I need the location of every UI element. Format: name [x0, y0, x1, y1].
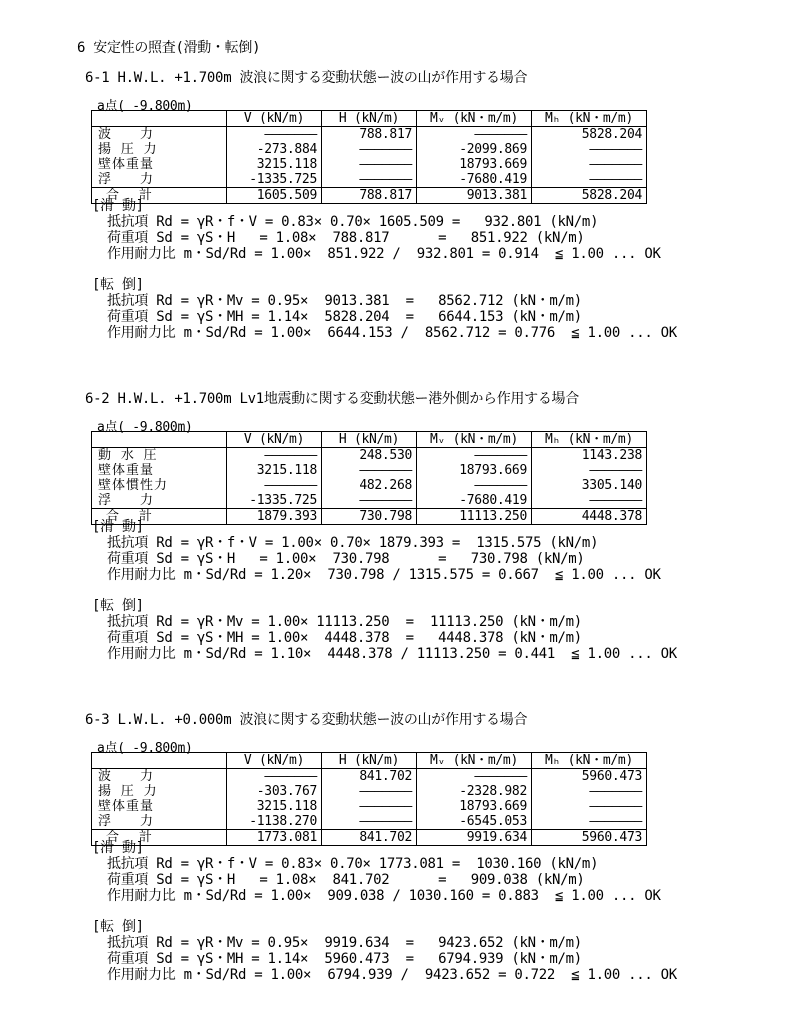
column-header: Mₕ (kN・m/m) [532, 111, 647, 127]
overturn-check [92, 245, 677, 341]
cell-mv: -6545.053 [417, 814, 532, 830]
row-label: 動 水 圧 [92, 448, 227, 464]
cell-v: ――――――― [227, 448, 322, 464]
cell-v: -273.884 [227, 142, 322, 157]
table-row [92, 142, 647, 157]
sliding-line: 荷重項 Sd = γS・H = 1.00× 730.798 = 730.798 (kN/m) [107, 551, 585, 567]
table-row [92, 127, 647, 143]
cell-h: ――――――― [322, 463, 417, 478]
cell-mv: -2099.869 [417, 142, 532, 157]
total-mh: 4448.378 [532, 509, 647, 525]
cell-mh: 5960.473 [532, 769, 647, 785]
cell-v: -1138.270 [227, 814, 322, 830]
overturn-title: [転 倒] [92, 277, 144, 293]
column-header: V (kN/m) [227, 432, 322, 448]
cell-h: ――――――― [322, 142, 417, 157]
total-mv: 11113.250 [417, 509, 532, 525]
column-header: H (kN/m) [322, 432, 417, 448]
overturn-line: 作用耐力比 m・Sd/Rd = 1.00× 6644.153 / 8562.712 = 0.776 ≦ 1.00 ... OK [107, 325, 677, 341]
overturn-line: 作用耐力比 m・Sd/Rd = 1.00× 6794.939 / 9423.652 = 0.722 ≦ 1.00 ... OK [107, 967, 677, 983]
column-header [92, 753, 227, 769]
cell-mv: ――――――― [417, 769, 532, 785]
row-label: 揚 圧 力 [92, 142, 227, 157]
sliding-line: 荷重項 Sd = γS・H = 1.08× 788.817 = 851.922 (kN/m) [107, 230, 585, 246]
cell-h: 788.817 [322, 127, 417, 143]
sliding-title: [滑 動] [92, 519, 144, 535]
section-heading: 6-1 H.W.L. +1.700m 波浪に関する変動状態ー波の山が作用する場合 [85, 70, 528, 86]
cell-mh: ――――――― [532, 799, 647, 814]
total-mv: 9013.381 [417, 188, 532, 204]
cell-v: -1335.725 [227, 493, 322, 509]
overturn-check [92, 566, 677, 662]
cell-v: ――――――― [227, 769, 322, 785]
table-header-row [92, 111, 647, 127]
column-header: Mₕ (kN・m/m) [532, 432, 647, 448]
column-header: H (kN/m) [322, 111, 417, 127]
column-header [92, 111, 227, 127]
total-label: 合 計 [92, 188, 227, 204]
cell-h: ――――――― [322, 784, 417, 799]
overturn-title: [転 倒] [92, 919, 144, 935]
total-h: 788.817 [322, 188, 417, 204]
cell-mv: 18793.669 [417, 799, 532, 814]
overturn-line: 抵抗項 Rd = γR・Mv = 0.95× 9013.381 = 8562.712 (kN・m/m) [107, 293, 582, 309]
cell-v: 3215.118 [227, 157, 322, 172]
sliding-line: 作用耐力比 m・Sd/Rd = 1.20× 730.798 / 1315.575 = 0.667 ≦ 1.00 ... OK [107, 567, 661, 583]
cell-mv: -7680.419 [417, 493, 532, 509]
sliding-line: 作用耐力比 m・Sd/Rd = 1.00× 909.038 / 1030.160 = 0.883 ≦ 1.00 ... OK [107, 888, 661, 904]
cell-v: ――――――― [227, 127, 322, 143]
point-label: a点( -9.800m) [97, 99, 193, 114]
row-label: 波 力 [92, 127, 227, 143]
cell-v: -303.767 [227, 784, 322, 799]
column-header: Mᵥ (kN・m/m) [417, 111, 532, 127]
cell-mh: ――――――― [532, 784, 647, 799]
cell-h: 841.702 [322, 769, 417, 785]
cell-mh: 5828.204 [532, 127, 647, 143]
cell-mv: -2328.982 [417, 784, 532, 799]
cell-mh: ――――――― [532, 814, 647, 830]
total-v: 1605.509 [227, 188, 322, 204]
row-label: 壁体重量 [92, 463, 227, 478]
overturn-line: 荷重項 Sd = γS・MH = 1.14× 5960.473 = 6794.939 (kN・m/m) [107, 951, 582, 967]
column-header: Mₕ (kN・m/m) [532, 753, 647, 769]
column-header: Mᵥ (kN・m/m) [417, 432, 532, 448]
cell-mh: 1143.238 [532, 448, 647, 464]
column-header: V (kN/m) [227, 111, 322, 127]
point-label: a点( -9.800m) [97, 420, 193, 435]
table-header-row [92, 753, 647, 769]
cell-mh: ――――――― [532, 463, 647, 478]
row-label: 浮 力 [92, 172, 227, 188]
section-heading: 6-2 H.W.L. +1.700m Lv1地震動に関する変動状態ー港外側から作用する場合 [85, 391, 579, 407]
total-label: 合 計 [92, 830, 227, 846]
cell-h: ――――――― [322, 814, 417, 830]
page-title: 6 安定性の照査(滑動・転倒) [77, 40, 261, 56]
column-header: V (kN/m) [227, 753, 322, 769]
column-header [92, 432, 227, 448]
total-label: 合 計 [92, 509, 227, 525]
row-label: 壁体慣性力 [92, 478, 227, 493]
cell-h: ――――――― [322, 493, 417, 509]
sliding-title: [滑 動] [92, 198, 144, 214]
overturn-line: 荷重項 Sd = γS・MH = 1.14× 5828.204 = 6644.153 (kN・m/m) [107, 309, 582, 325]
table-row [92, 463, 647, 478]
cell-mv: ――――――― [417, 478, 532, 493]
row-label: 壁体重量 [92, 157, 227, 172]
cell-mv: 18793.669 [417, 157, 532, 172]
total-mh: 5828.204 [532, 188, 647, 204]
sliding-line: 抵抗項 Rd = γR・f・V = 1.00× 0.70× 1879.393 = 1315.575 (kN/m) [107, 535, 599, 551]
total-h: 841.702 [322, 830, 417, 846]
point-label: a点( -9.800m) [97, 741, 193, 756]
section-heading: 6-3 L.W.L. +0.000m 波浪に関する変動状態ー波の山が作用する場合 [85, 712, 528, 728]
table-header-row [92, 432, 647, 448]
cell-mv: 18793.669 [417, 463, 532, 478]
cell-v: ――――――― [227, 478, 322, 493]
cell-mh: ――――――― [532, 172, 647, 188]
sliding-line: 荷重項 Sd = γS・H = 1.08× 841.702 = 909.038 (kN/m) [107, 872, 585, 888]
total-h: 730.798 [322, 509, 417, 525]
cell-h: ――――――― [322, 157, 417, 172]
cell-h: ――――――― [322, 172, 417, 188]
overturn-line: 作用耐力比 m・Sd/Rd = 1.10× 4448.378 / 11113.250 = 0.441 ≦ 1.00 ... OK [107, 646, 677, 662]
cell-h: 248.530 [322, 448, 417, 464]
sliding-line: 抵抗項 Rd = γR・f・V = 0.83× 0.70× 1773.081 = 1030.160 (kN/m) [107, 856, 599, 872]
column-header: Mᵥ (kN・m/m) [417, 753, 532, 769]
sliding-line: 作用耐力比 m・Sd/Rd = 1.00× 851.922 / 932.801 = 0.914 ≦ 1.00 ... OK [107, 246, 661, 262]
table-row [92, 784, 647, 799]
total-v: 1879.393 [227, 509, 322, 525]
overturn-line: 抵抗項 Rd = γR・Mv = 1.00× 11113.250 = 11113.250 (kN・m/m) [107, 614, 582, 630]
cell-v: 3215.118 [227, 799, 322, 814]
total-mh: 5960.473 [532, 830, 647, 846]
cell-h: 482.268 [322, 478, 417, 493]
overturn-check [92, 887, 677, 983]
column-header: H (kN/m) [322, 753, 417, 769]
overturn-line: 抵抗項 Rd = γR・Mv = 0.95× 9919.634 = 9423.652 (kN・m/m) [107, 935, 582, 951]
cell-h: ――――――― [322, 799, 417, 814]
cell-mh: ――――――― [532, 142, 647, 157]
overturn-line: 荷重項 Sd = γS・MH = 1.00× 4448.378 = 4448.378 (kN・m/m) [107, 630, 582, 646]
sliding-line: 抵抗項 Rd = γR・f・V = 0.83× 0.70× 1605.509 = 932.801 (kN/m) [107, 214, 599, 230]
row-label: 揚 圧 力 [92, 784, 227, 799]
cell-mv: ――――――― [417, 127, 532, 143]
cell-v: -1335.725 [227, 172, 322, 188]
row-label: 浮 力 [92, 493, 227, 509]
cell-v: 3215.118 [227, 463, 322, 478]
cell-mh: 3305.140 [532, 478, 647, 493]
row-label: 壁体重量 [92, 799, 227, 814]
table-row [92, 448, 647, 464]
cell-mh: ――――――― [532, 157, 647, 172]
cell-mh: ――――――― [532, 493, 647, 509]
total-mv: 9919.634 [417, 830, 532, 846]
cell-mv: -7680.419 [417, 172, 532, 188]
total-v: 1773.081 [227, 830, 322, 846]
row-label: 浮 力 [92, 814, 227, 830]
table-row [92, 769, 647, 785]
row-label: 波 力 [92, 769, 227, 785]
sliding-title: [滑 動] [92, 840, 144, 856]
cell-mv: ――――――― [417, 448, 532, 464]
overturn-title: [転 倒] [92, 598, 144, 614]
